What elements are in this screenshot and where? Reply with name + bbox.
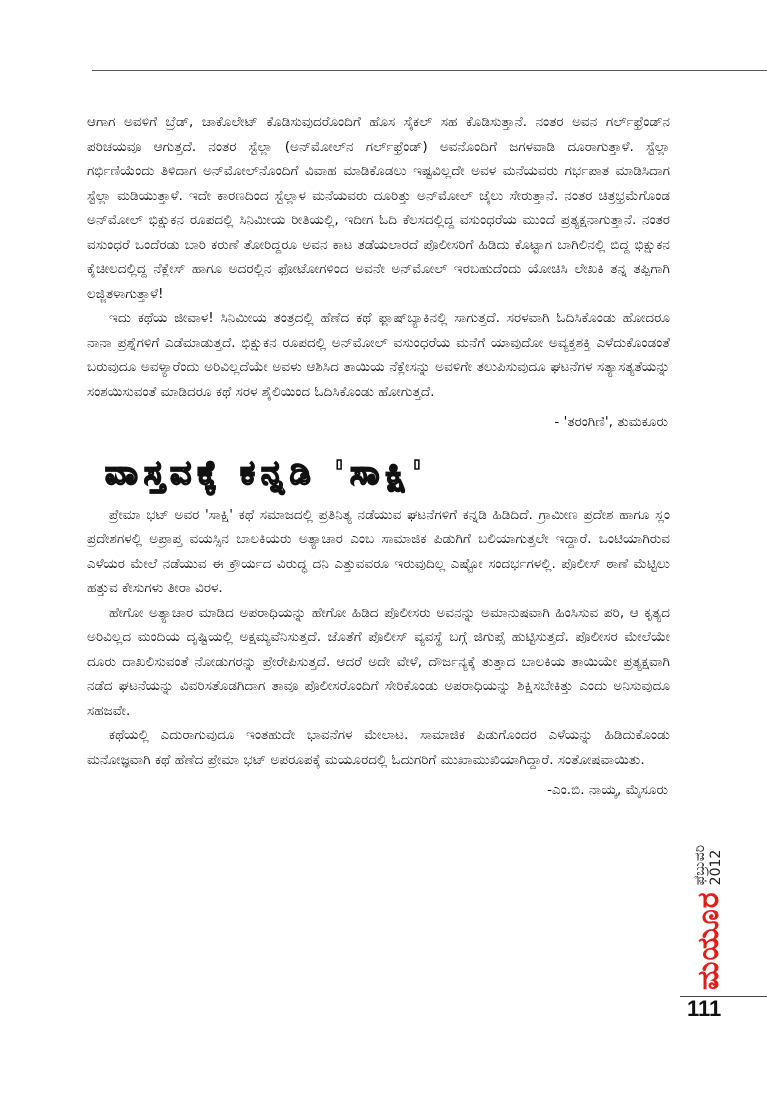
article1-paragraph-2: ಇದು ಕಥೆಯ ಜೀವಾಳ! ಸಿನಿಮೀಯ ತಂತ್ರದಲ್ಲಿ ಹೆಣೆದ ಕಥೆ ಫ್ಲಾಷ್‌ಬ್ಯಾಕಿನಲ್ಲಿ ಸಾಗುತ್ತದೆ. ಸರಳವಾಗಿ ಓದಿಸಿಕೊಂಡು ಹೋದರೂ ನಾನಾ ಪ್ರಶ್ನೆಗಳಿಗೆ ಎಡೆಮಾಡುತ್ತದೆ. ಭಿಕ್ಷುಕನ ರೂಪದಲ್ಲಿ ಅನ್‌ಮೋಲ್ ವಸುಂಧರೆಯ ಮನೆಗೆ ಯಾವುದೋ ಅವ್ಯಕ್ತಶಕ್ತಿ ಎಳೆದುಕೊಂಡಂತೆ ಬರುವುದೂ ಅವಳ್ಯಾರೆಂದು ಅರಿವಿಲ್ಲದೆಯೇ ಅವಳು ಆಶಿಸಿದ ತಾಯಿಯ ನೆಕ್ಲೇಸನ್ನು ಅವಳಿಗೇ ತಲುಪಿಸುವುದೂ ಘಟನೆಗಳ ಸತ್ಯಾಸತ್ಯತೆಯನ್ನು ಸಂಶಯಿಸುವಂತೆ ಮಾಡಿದರೂ ಕಥೆ ಸರಳ ಶೈಲಿಯಿಂದ ಓದಿಸಿಕೊಂಡು ಹೋಗುತ್ತದೆ. bbox=[87, 310, 670, 400]
page-content bbox=[87, 110, 670, 803]
article2-paragraph-2: ಹೇಗೋ ಅತ್ಯಾಚಾರ ಮಾಡಿದ ಅಪರಾಧಿಯನ್ನು ಹೇಗೋ ಹಿಡಿದ ಪೊಲೀಸರು ಅವನನ್ನು ಅಮಾನುಷವಾಗಿ ಹಿಂಸಿಸುವ ಪರಿ, ಆ ಕೃತ್ಯದ ಅರಿವಿಲ್ಲದ ಮಂದಿಯ ದೃಷ್ಟಿಯಲ್ಲಿ ಅಕ್ಷಮ್ಯವೆನಿಸುತ್ತದೆ. ಜೊತೆಗೆ ಪೊಲೀಸ್ ವ್ಯವಸ್ಥೆ ಬಗ್ಗೆ ಜಿಗುಪ್ಸೆ ಹುಟ್ಟಿಸುತ್ತದೆ. ಪೊಲೀಸರ ಮೇಲೆಯೇ ದೂರು ದಾಖಲಿಸುವಂತೆ ನೋಡುಗರನ್ನು ಪ್ರೇರೇಪಿಸುತ್ತದೆ. ಆದರೆ ಅದೇ ವೇಳೆ, ದೌರ್ಜನ್ಯಕ್ಕೆ ತುತ್ತಾದ ಬಾಲಕಿಯ ತಾಯಿಯೇ ಪ್ರತ್ಯಕ್ಷವಾಗಿ ನಡೆದ ಘಟನೆಯನ್ನು ವಿವರಿಸತೊಡಗಿದಾಗ ತಾವೂ ಪೊಲೀಸರೊಂದಿಗೆ ಸೇರಿಕೊಂಡು ಅಪರಾಧಿಯನ್ನು ಶಿಕ್ಷಿಸಬೇಕಿತ್ತು ಎಂದು ಅನಿಸುವುದೂ ಸಹಜವೇ. bbox=[87, 604, 670, 719]
article1-paragraph-1: ಆಗಾಗ ಅವಳಿಗೆ ಬ್ರೆಡ್, ಚಾಕೊಲೇಟ್ ಕೊಡಿಸುವುದರೊಂದಿಗೆ ಹೊಸ ಸೈಕಲ್ ಸಹ ಕೊಡಿಸುತ್ತಾನೆ. ನಂತರ ಅವನ ಗರ್ಲ್‌ಫ್ರೆಂಡ್‌ನ ಪರಿಚಯವೂ ಆಗುತ್ತದೆ. ನಂತರ ಸ್ಟೆಲ್ಲಾ (ಅನ್‌ಮೋಲ್‌ನ ಗರ್ಲ್‌ಫ್ರೆಂಡ್) ಅವನೊಂದಿಗೆ ಜಗಳವಾಡಿ ದೂರಾಗುತ್ತಾಳೆ. ಸ್ಟೆಲ್ಲಾ ಗರ್ಭಿಣಿಯೆಂದು ತಿಳಿದಾಗ ಅನ್‌ಮೋಲ್‌ನೊಂದಿಗೆ ವಿವಾಹ ಮಾಡಿಕೊಡಲು ಇಷ್ಟವಿಲ್ಲದೇ ಅವಳ ಮನೆಯವರು ಗರ್ಭಪಾತ ಮಾಡಿಸಿದಾಗ ಸ್ಟೆಲ್ಲಾ ಮಡಿಯುತ್ತಾಳೆ. ಇದೇ ಕಾರಣದಿಂದ ಸ್ಟೆಲ್ಲಾಳ ಮನೆಯವರು ದೂರಿತ್ತು ಅನ್‌ಮೋಲ್ ಜೈಲು ಸೇರುತ್ತಾನೆ. ನಂತರ ಚಿತ್ರಭ್ರಮೆಗೊಂಡ ಅನ್‌ಮೋಲ್ ಭಿಕ್ಷುಕನ ರೂಪದಲ್ಲಿ ಸಿನಿಮೀಯ ರೀತಿಯಲ್ಲಿ, ಇದೀಗ ಓದಿ ಕೆಲಸದಲ್ಲಿದ್ದ ವಸುಂಧರೆಯ ಮುಂದೆ ಪ್ರತ್ಯಕ್ಷನಾಗುತ್ತಾನೆ. ನಂತರ ವಸುಂಧರೆ ಒಂದೆರಡು ಬಾರಿ ಕರುಣೆ ತೋರಿದ್ದರೂ ಅವನ ಕಾಟ ತಡೆಯಲಾರದೆ ಪೊಲೀಸರಿಗೆ ಹಿಡಿದು ಕೊಟ್ಟಾಗ ಬಾಗಿಲಿನಲ್ಲಿ ಬಿದ್ದ ಭಿಕ್ಷುಕನ ಕೈಚೀಲದಲ್ಲಿದ್ದ ನೆಕ್ಲೇಸ್ ಹಾಗೂ ಅದರಲ್ಲಿನ ಫೋಟೋಗಳಿಂದ ಅವನೇ ಅನ್‌ಮೋಲ್ ಇರಬಹುದೆಂದು ಯೋಚಿಸಿ ಲೇಖಕಿ ತನ್ನ ತಪ್ಪಿಗಾಗಿ ಲಜ್ಜಿತಳಾಗುತ್ತಾಳೆ! bbox=[87, 114, 670, 302]
magazine-logo: ಮಯೂರ bbox=[690, 891, 726, 990]
issue-date: ಫೆಬ್ರುವರಿ 2012 bbox=[692, 844, 724, 886]
article2-paragraph-1: ಪ್ರೇಮಾ ಭಟ್ ಅವರ 'ಸಾಕ್ಷಿ' ಕಥೆ ಸಮಾಜದಲ್ಲಿ ಪ್ರತಿನಿತ್ಯ ನಡೆಯುವ ಘಟನೆಗಳಿಗೆ ಕನ್ನಡಿ ಹಿಡಿದಿದೆ. ಗ್ರಾಮೀಣ ಪ್ರದೇಶ ಹಾಗೂ ಸ್ಲಂ ಪ್ರದೇಶಗಳಲ್ಲಿ ಅಪ್ರಾಪ್ತ ವಯಸ್ಸಿನ ಬಾಲಕಿಯರು ಅತ್ಯಾಚಾರ ಎಂಬ ಸಾಮಾಜಿಕ ಪಿಡುಗಿಗೆ ಬಲಿಯಾಗುತ್ತಲೇ ಇದ್ದಾರೆ. ಒಂಟಿಯಾಗಿರುವ ಎಳೆಯರ ಮೇಲೆ ನಡೆಯುವ ಈ ಕ್ರೌರ್ಯದ ವಿರುದ್ಧ ದನಿ ಎತ್ತುವವರೂ ಇರುವುದಿಲ್ಲ ಎಷ್ಟೋ ಸಂದರ್ಭಗಳಲ್ಲಿ. ಪೊಲೀಸ್ ಠಾಣೆ ಮೆಟ್ಟಿಲು ಹತ್ತುವ ಕೇಸುಗಳು ತೀರಾ ವಿರಳ. bbox=[87, 506, 670, 596]
article2-heading: ವಾಸ್ತವಕ್ಕೆ ಕನ್ನಡಿ 'ಸಾಕ್ಷಿ' bbox=[105, 452, 429, 492]
page-number: 111 bbox=[687, 996, 722, 1021]
magazine-sidebar bbox=[688, 830, 728, 990]
top-rule bbox=[92, 70, 767, 71]
article2-paragraph-3: ಕಥೆಯಲ್ಲಿ ಎದುರಾಗುವುದೂ ಇಂತಹುದೇ ಭಾವನೆಗಳ ಮೇಲಾಟ. ಸಾಮಾಜಿಕ ಪಿಡುಗೊಂದರ ಎಳೆಯನ್ನು ಹಿಡಿದುಕೊಂಡು ಮನೋಜ್ಞವಾಗಿ ಕಥೆ ಹೆಣೆದ ಪ್ರೇಮಾ ಭಟ್ ಅಪರೂಪಕ್ಕೆ ಮಯೂರದಲ್ಲಿ ಓದುಗರಿಗೆ ಮುಖಾಮುಖಿಯಾಗಿದ್ದಾರೆ. ಸಂತೋಷವಾಯಿತು. bbox=[87, 727, 670, 768]
article2-signature: -ಎಂ.ಬಿ. ನಾಯ್ಕ, ಮೈಸೂರು bbox=[547, 782, 668, 798]
article1-signature: - 'ತರಂಗಿಣಿ', ತುಮಕೂರು bbox=[554, 414, 668, 430]
